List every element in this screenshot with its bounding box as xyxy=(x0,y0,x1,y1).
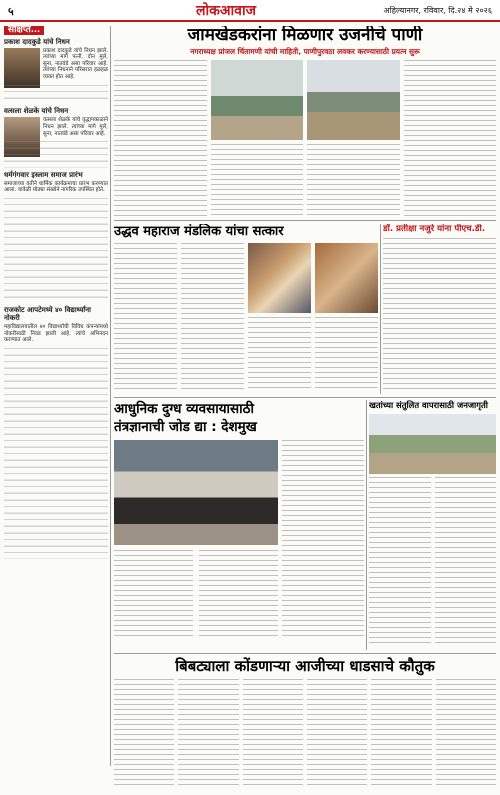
brief-headline: वत्सला शेळके यांचे निधन xyxy=(4,106,69,116)
story-headline-line1: आधुनिक दुग्ध व्यवसायासाठी xyxy=(114,401,254,417)
brief-headline: प्रकाश दादकुडे यांचे निधन xyxy=(4,36,70,46)
felicitation-photo-2 xyxy=(315,243,378,313)
felicitation-photo xyxy=(248,243,311,313)
story-dairy xyxy=(114,400,364,650)
story-headline: बिबट्याला कोंडणाऱ्या आजीच्या धाडसाचे कौतुक xyxy=(175,657,435,675)
page-number: ५ xyxy=(8,5,14,18)
story-felicitation xyxy=(114,224,378,394)
water-tank-photo xyxy=(211,60,304,140)
brief-text: महाविद्यालयातील ४० विद्यार्थ्यांची विविध कंपन्यांमध्ये नोकरीसाठी निवड झाली आहे. त्यांचे अभिनंदन करण्यात आले. xyxy=(4,324,108,344)
briefs-column xyxy=(4,26,108,766)
brief-text: वत्सला शेळके यांचे वृद्धापकाळाने निधन झाले. त्यांच्या मागे मुले, सुना, नातवंडे असा परिवार आहे. xyxy=(43,117,108,137)
brief-headline: धर्मगंगवार इस्लाम समाज प्रारंभ xyxy=(4,169,83,179)
story-headline: डॉ. प्रतीक्षा नजुरे यांना पीएच.डी. xyxy=(383,224,485,234)
story-ujani-water xyxy=(114,26,496,216)
story-headline: खतांच्या संतुलित वापरासाठी जनजागृती xyxy=(369,400,488,410)
newspaper-brand: लोकआवाज xyxy=(196,3,256,19)
story-leopard xyxy=(114,656,496,790)
pipeline-site-photo xyxy=(307,60,400,140)
masthead xyxy=(0,0,500,22)
story-phd xyxy=(383,224,496,394)
brief-text: समाजाच्या वतीने धार्मिक कार्यक्रमाचा प्रारंभ करण्यात आला. यावेळी मोठ्या संख्येने नागरिक उपस्थित होते. xyxy=(4,180,108,194)
issue-date: अहिल्यानगर, रविवार, दि.२४ मे २०२६ xyxy=(383,6,492,15)
story-headline: उद्धव महाराज मंडलिक यांचा सत्कार xyxy=(114,224,284,239)
briefs-section-title: संक्षिप्त... xyxy=(4,26,44,35)
farmers-meeting-photo xyxy=(369,414,496,474)
story-subhead: नगराध्यक्ष प्रांजल चिंतामणी यांची माहिती, पाणीपुरवठा लवकर करण्यासाठी प्रयत्न सुरू xyxy=(190,47,420,56)
brief-headline: राजकोट आपटेमध्ये ४० विद्यार्थ्यांना नोकरी xyxy=(4,305,91,323)
brief-text: प्रकाश दादकुडे यांचे निधन झाले. त्यांच्या मागे पत्नी, दोन मुले, सुना, नातवंडे असा परिवार आहे. त्यांच्या निधनाने परिसरात हळहळ व्यक्त होत आहे. xyxy=(43,47,108,80)
story-headline: जामखेडकरांना मिळणार उजनीचे पाणी xyxy=(187,26,423,45)
dairy-farm-photo xyxy=(114,440,278,545)
story-fertilizer xyxy=(369,400,496,650)
story-headline-line2: तंत्रज्ञानाची जोड द्या : देशमुख xyxy=(114,419,257,435)
obituary-photo xyxy=(4,48,40,88)
